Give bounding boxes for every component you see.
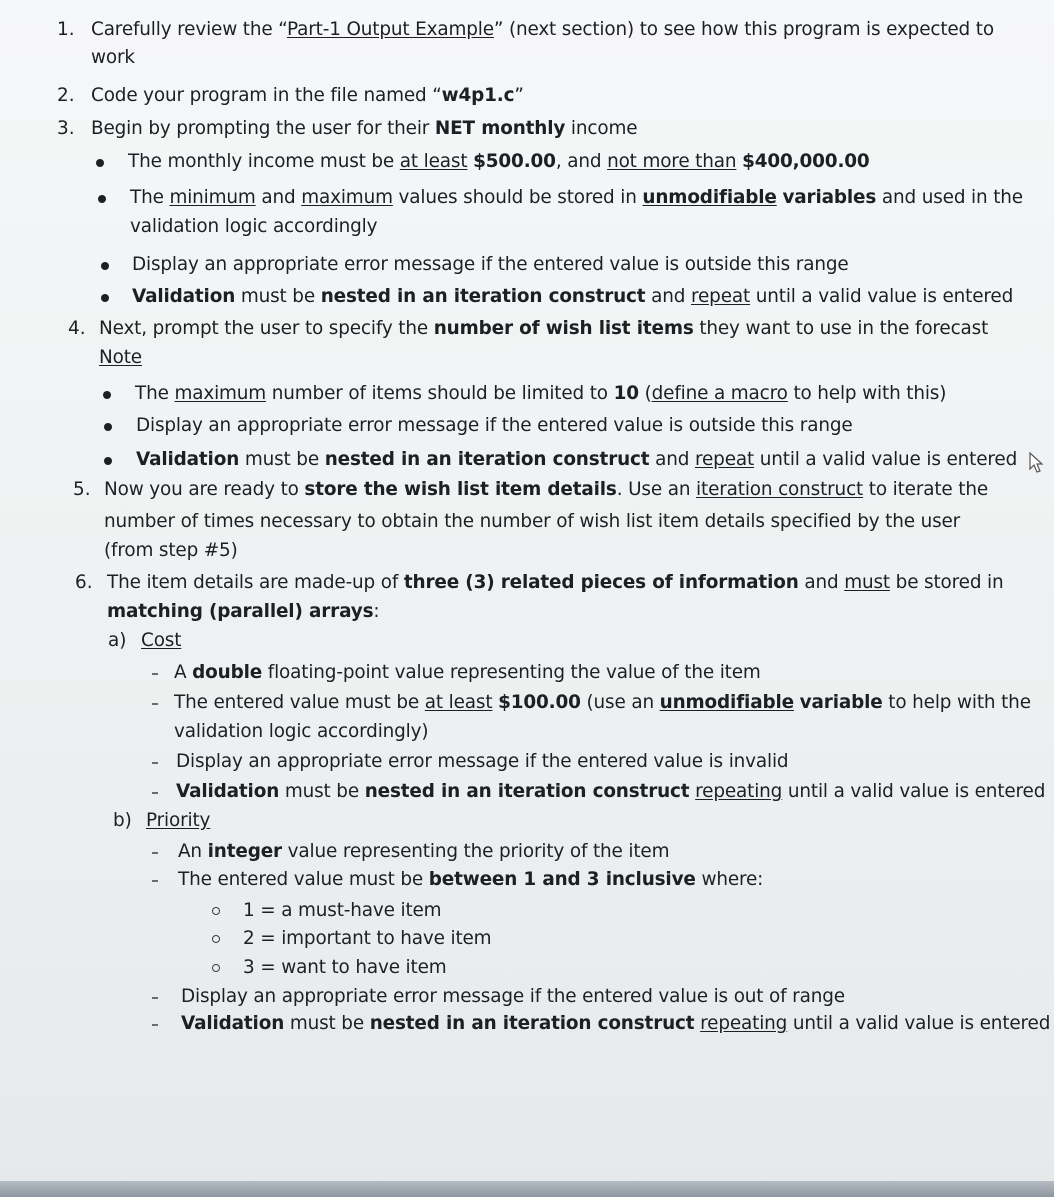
bold-underlined-text: unmodifiable <box>659 692 794 713</box>
bold-text: integer <box>207 841 282 862</box>
bold-text: matching (parallel) arrays <box>107 601 374 622</box>
underlined-text: at least <box>424 692 493 713</box>
instruction-line: 1 = a must-have item <box>243 900 442 921</box>
instruction-line: The monthly income must be at least $500.00, and not more than $400,000.00 <box>128 151 870 172</box>
underlined-text: Priority <box>146 810 211 831</box>
instruction-line: validation logic accordingly <box>130 216 378 237</box>
bullet-icon <box>96 159 104 167</box>
dash-bullet-icon <box>152 792 158 794</box>
underlined-text: maximum <box>174 383 267 404</box>
bullet-icon <box>101 294 109 302</box>
list-number: 3. <box>57 118 75 139</box>
instruction-line: Display an appropriate error message if the entered value is outside this range <box>136 415 853 436</box>
instruction-line: Next, prompt the user to specify the number of wish list items they want to use in the forecast <box>99 318 989 339</box>
list-number: b) <box>113 810 132 831</box>
instruction-line: Display an appropriate error message if the entered value is out of range <box>181 986 845 1007</box>
underlined-text: Cost <box>141 630 182 651</box>
instruction-line: An integer value representing the priority of the item <box>178 841 670 862</box>
bold-text: $400,000.00 <box>742 151 870 172</box>
bold-text: nested in an iteration construct <box>320 286 646 307</box>
dash-bullet-icon <box>152 852 158 854</box>
bold-text: between 1 and 3 inclusive <box>428 869 696 890</box>
bold-text: Validation <box>176 781 280 802</box>
underlined-text: Note <box>99 347 142 368</box>
instruction-line: 2 = important to have item <box>243 928 492 949</box>
bold-text: nested in an iteration construct <box>369 1013 695 1034</box>
bullet-icon <box>103 391 111 399</box>
list-number: 6. <box>75 572 93 593</box>
bold-text: NET monthly <box>434 118 566 139</box>
bold-text: Validation <box>136 449 240 470</box>
instruction-line <box>99 346 142 370</box>
bold-text: Validation <box>132 286 236 307</box>
bold-text: variables <box>782 187 877 208</box>
instruction-line: work <box>91 47 135 68</box>
underlined-text: repeating <box>695 781 783 802</box>
instruction-line: Display an appropriate error message if the entered value is outside this range <box>132 254 849 275</box>
instruction-line: Now you are ready to store the wish list item details. Use an iteration construct to iterate the <box>104 479 989 500</box>
instruction-line: Display an appropriate error message if the entered value is invalid <box>176 751 789 772</box>
instruction-line: Validation must be nested in an iteration construct repeating until a valid value is entered <box>176 781 1046 802</box>
bold-underlined-text: unmodifiable <box>642 187 777 208</box>
underlined-text: repeating <box>700 1013 788 1034</box>
bullet-icon <box>104 457 112 465</box>
instruction-line: 3 = want to have item <box>243 957 447 978</box>
instruction-line: A double floating-point value representing the value of the item <box>174 662 761 683</box>
instruction-line: The maximum number of items should be limited to 10 (define a macro to help with this) <box>135 383 947 404</box>
underlined-text: repeat <box>691 286 751 307</box>
underlined-text: iteration construct <box>696 479 864 500</box>
circle-bullet-icon <box>212 935 220 943</box>
instruction-line: validation logic accordingly) <box>174 721 429 742</box>
bold-text: w4p1.c <box>441 85 515 106</box>
instruction-line <box>141 629 181 653</box>
bold-text: 10 <box>613 383 639 404</box>
underlined-text: must <box>844 572 890 593</box>
instruction-line: Carefully review the “Part-1 Output Example” (next section) to see how this program is expected to <box>91 19 994 40</box>
list-number: 1. <box>57 19 75 40</box>
mouse-cursor-icon <box>1028 452 1044 474</box>
bold-text: Validation <box>181 1013 285 1034</box>
bullet-icon <box>104 423 112 431</box>
underlined-text: not more than <box>607 151 737 172</box>
list-number: 4. <box>68 318 86 339</box>
instruction-line: Validation must be nested in an iteration construct and repeat until a valid value is entered <box>136 449 1018 470</box>
instruction-line: Validation must be nested in an iteration construct and repeat until a valid value is entered <box>132 286 1014 307</box>
instruction-line: (from step #5) <box>104 540 238 561</box>
bullet-icon <box>98 195 106 203</box>
underlined-text: repeat <box>695 449 755 470</box>
underlined-text: at least <box>399 151 468 172</box>
bold-text: store the wish list item details <box>304 479 617 500</box>
bold-text: three (3) related pieces of information <box>403 572 799 593</box>
list-number: 5. <box>73 479 91 500</box>
bold-text: $100.00 <box>498 692 581 713</box>
dash-bullet-icon <box>152 997 158 999</box>
instruction-line: number of times necessary to obtain the number of wish list item details specified by the user <box>104 511 961 532</box>
underlined-text: Part-1 Output Example <box>287 19 494 40</box>
instruction-line: The item details are made-up of three (3) related pieces of information and must be stored in <box>107 572 1004 593</box>
instruction-line: matching (parallel) arrays: <box>107 601 380 622</box>
instruction-line: Code your program in the file named “w4p1.c” <box>91 85 524 106</box>
dash-bullet-icon <box>152 703 158 705</box>
underlined-text: maximum <box>301 187 393 208</box>
instruction-line <box>146 809 210 833</box>
list-number: a) <box>108 630 127 651</box>
list-number: 2. <box>57 85 75 106</box>
bullet-icon <box>101 262 109 270</box>
instruction-line: Validation must be nested in an iteration construct repeating until a valid value is entered <box>181 1013 1051 1034</box>
window-bottom-bar <box>0 1181 1054 1197</box>
bold-text: $500.00 <box>473 151 556 172</box>
instruction-line: The minimum and maximum values should be stored in unmodifiable variables and used in the <box>130 187 1023 208</box>
bold-text: nested in an iteration construct <box>364 781 690 802</box>
bold-text: variable <box>799 692 883 713</box>
dash-bullet-icon <box>152 880 158 882</box>
dash-bullet-icon <box>152 1024 158 1026</box>
circle-bullet-icon <box>212 907 220 915</box>
dash-bullet-icon <box>152 673 158 675</box>
bold-text: double <box>192 662 263 683</box>
instruction-line: Begin by prompting the user for their NET monthly income <box>91 118 638 139</box>
dash-bullet-icon <box>152 762 158 764</box>
underlined-text: minimum <box>169 187 256 208</box>
circle-bullet-icon <box>212 964 220 972</box>
instruction-line: The entered value must be between 1 and 3 inclusive where: <box>178 869 764 890</box>
instruction-line: The entered value must be at least $100.00 (use an unmodifiable variable to help with the <box>174 692 1031 713</box>
bold-text: number of wish list items <box>433 318 694 339</box>
bold-text: nested in an iteration construct <box>324 449 650 470</box>
underlined-text: define a macro <box>651 383 788 404</box>
